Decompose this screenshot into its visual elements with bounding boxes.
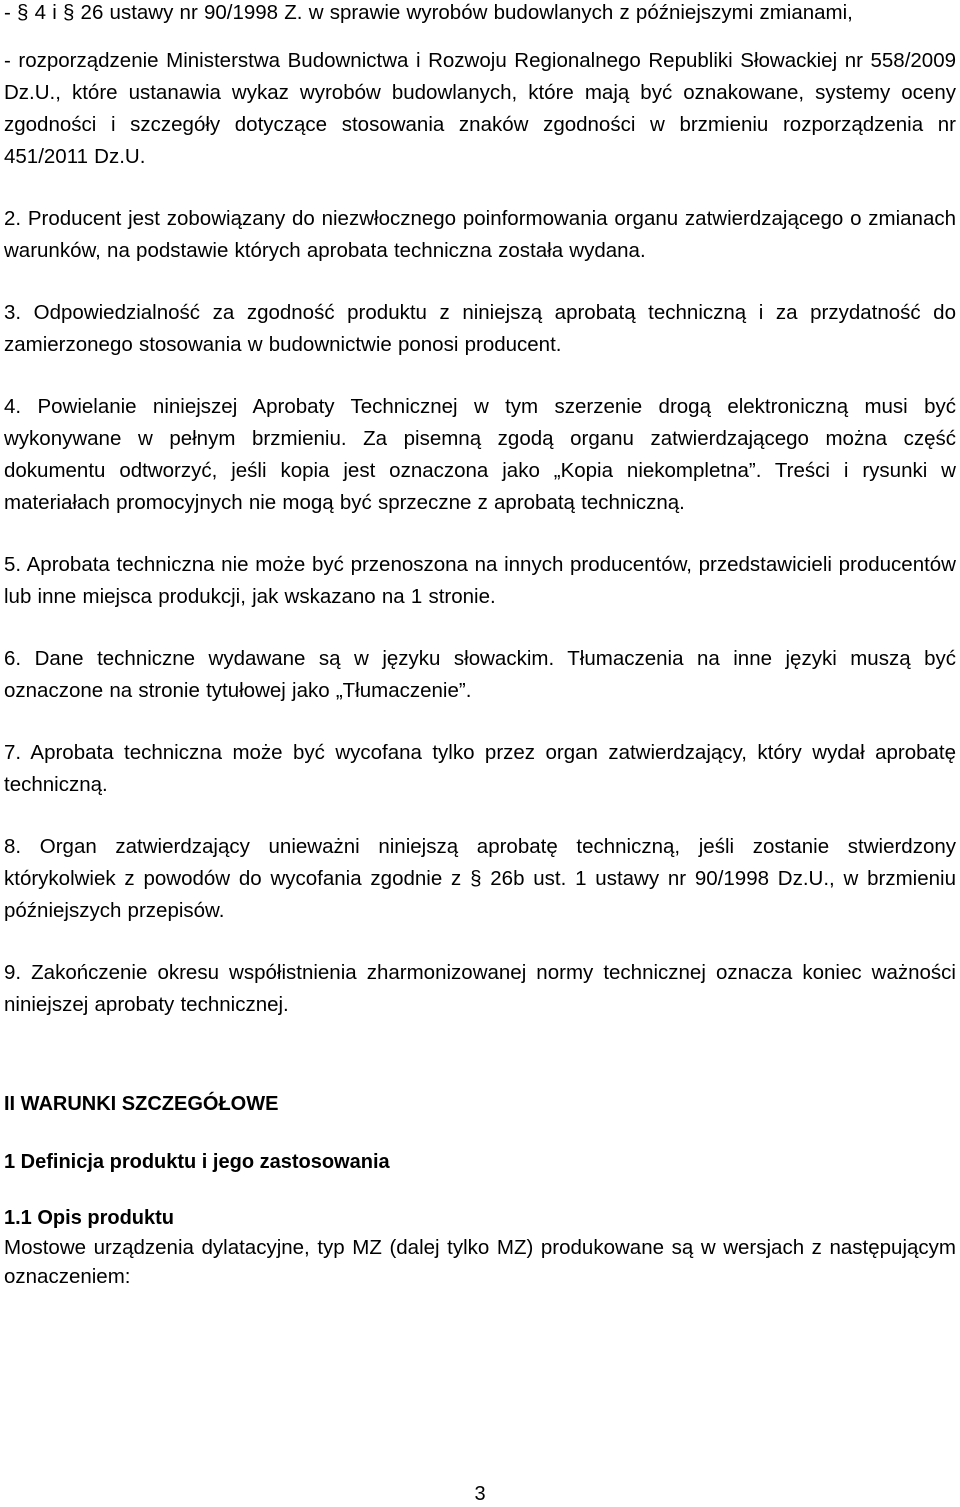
subsubsection-heading: 1.1 Opis produktu <box>4 1207 175 1229</box>
paragraph-intro-regulation: - rozporządzenie Ministerstwa Budownictwa i Rozwoju Regionalnego Republiki Słowackiej nr 558/2009 Dz.U., które ustanawia wykaz wyrobów budowlanych, które mają być oznakowane, systemy oceny zgodności i szczegóły dotyczące stosowania znaków zgodności w brzmieniu rozporządzenia nr 451/2011 Dz.U. <box>4 49 956 168</box>
paragraph-item-6: 6. Dane techniczne wydawane są w języku słowackim. Tłumaczenia na inne języki muszą być oznaczone na stronie tytułowej jako „Tłumaczenie”. <box>4 647 956 702</box>
product-description: Mostowe urządzenia dylatacyjne, typ MZ (dalej tylko MZ) produkowane są w wersjach z następującym oznaczeniem: <box>4 1236 956 1288</box>
paragraph-item-7: 7. Aprobata techniczna może być wycofana tylko przez organ zatwierdzający, który wydał aprobatę techniczną. <box>4 741 956 796</box>
paragraph-intro-law: - § 4 i § 26 ustawy nr 90/1998 Z. w sprawie wyrobów budowlanych z późniejszymi zmianami, <box>4 1 853 24</box>
subsection-heading: 1 Definicja produktu i jego zastosowania <box>4 1151 390 1173</box>
page-number: 3 <box>474 1483 486 1505</box>
paragraph-item-8: 8. Organ zatwierdzający unieważni niniejszą aprobatę techniczną, jeśli zostanie stwierdzony którykolwiek z powodów do wycofania zgodnie z § 26b ust. 1 ustawy nr 90/1998 Dz.U., w brzmieniu późniejszych przepisów. <box>4 835 956 922</box>
paragraph-item-4: 4. Powielanie niniejszej Aprobaty Technicznej w tym szerzenie drogą elektroniczną musi być wykonywane w pełnym brzmieniu. Za pisemną zgodą organu zatwierdzającego można część dokumentu odtworzyć, jeśli kopia jest oznaczona jako „Kopia niekompletna”. Treści i rysunki w materiałach promocyjnych nie mogą być sprzeczne z aprobatą techniczną. <box>4 395 956 514</box>
paragraph-item-3: 3. Odpowiedzialność za zgodność produktu z niniejszą aprobatą techniczną i za przydatność do zamierzonego stosowania w budownictwie ponosi producent. <box>4 301 956 356</box>
document-page <box>4 0 956 1291</box>
paragraph-item-2: 2. Producent jest zobowiązany do niezwłocznego poinformowania organu zatwierdzającego o zmianach warunków, na podstawie których aprobata techniczna została wydana. <box>4 207 956 262</box>
section-heading: II WARUNKI SZCZEGÓŁOWE <box>4 1093 279 1115</box>
paragraph-item-5: 5. Aprobata techniczna nie może być przenoszona na innych producentów, przedstawicieli producentów lub inne miejsca produkcji, jak wskazano na 1 stronie. <box>4 553 956 608</box>
paragraph-item-9: 9. Zakończenie okresu współistnienia zharmonizowanej normy technicznej oznacza koniec ważności niniejszej aprobaty technicznej. <box>4 961 956 1016</box>
